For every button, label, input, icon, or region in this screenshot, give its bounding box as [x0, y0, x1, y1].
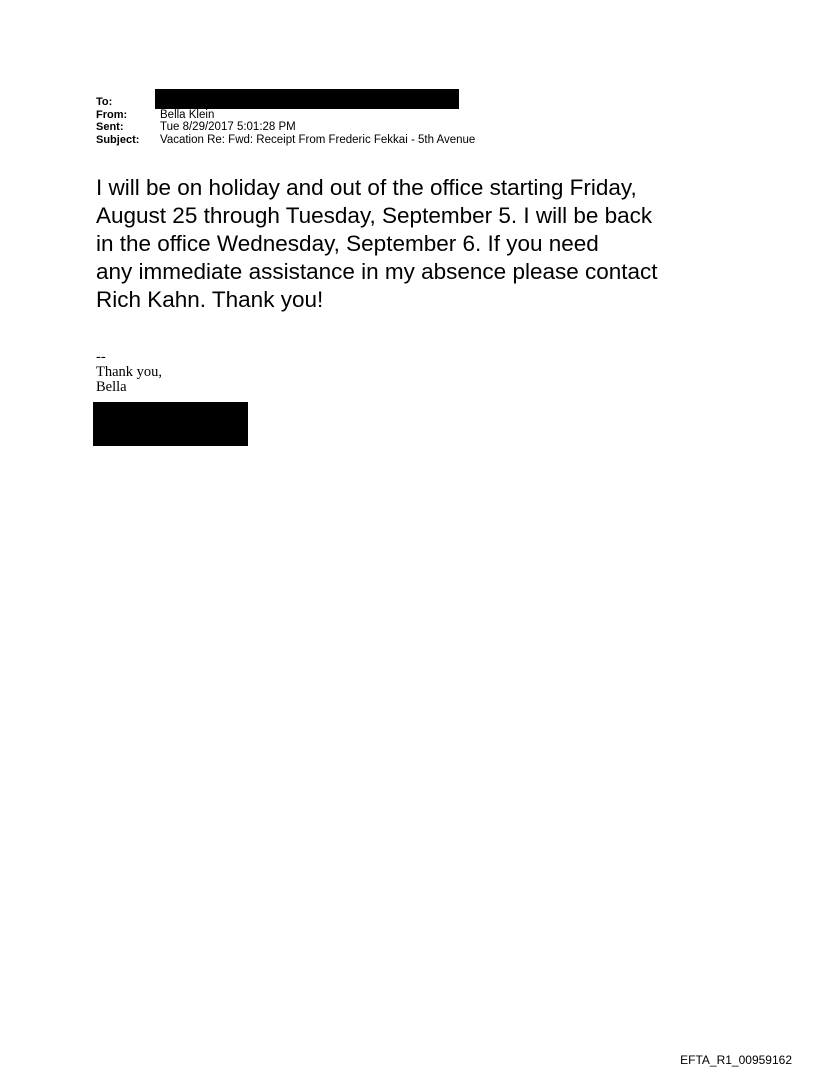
signature-redaction-block [93, 402, 248, 446]
document-id: EFTA_R1_00959162 [680, 1053, 792, 1067]
sent-value: Tue 8/29/2017 5:01:28 PM [160, 121, 296, 133]
to-label: To: [96, 96, 113, 108]
message-body: I will be on holiday and out of the office starting Friday, August 25 through Tuesday, September 5. I will be back in the office Wednesday, September 6. If you need any immediate assistance in my absence please contact Rich Kahn. Thank you! [96, 175, 658, 312]
subject-label: Subject: [96, 133, 140, 146]
from-value: Bella Klein [160, 108, 215, 121]
subject-value: Vacation Re: Fwd: Receipt From Frederic Fekkai - 5th Avenue [160, 133, 476, 146]
signature-separator: -- [96, 349, 106, 365]
signature-name: Bella [96, 379, 127, 395]
email-signature [96, 350, 162, 395]
signature-closing: Thank you, [96, 364, 163, 380]
sent-label: Sent: [96, 121, 124, 133]
recipient-redaction-block [155, 89, 459, 109]
from-label: From: [96, 108, 128, 121]
subject-row [96, 134, 475, 147]
sent-row [96, 121, 475, 134]
from-row [96, 109, 475, 122]
